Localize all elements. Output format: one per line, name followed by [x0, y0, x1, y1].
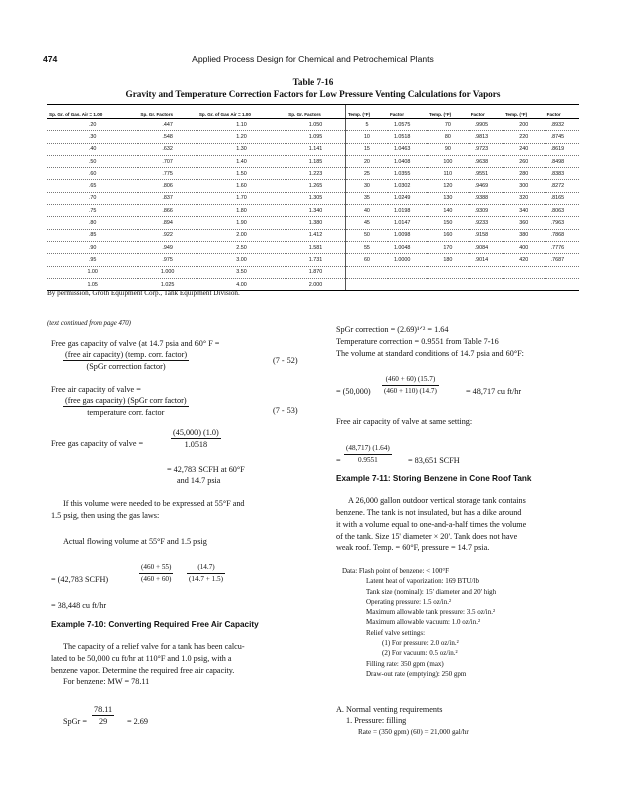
- table-cell: 180: [427, 254, 469, 266]
- table-cell: 1.40: [197, 155, 286, 167]
- table-cell: .9723: [469, 143, 503, 155]
- table-cell: 80: [427, 131, 469, 143]
- table-cell: 2.00: [197, 229, 286, 241]
- table-cell: [469, 278, 503, 290]
- table-header-0: Sp. Gr. of Gas. Air = 1.00: [47, 105, 138, 119]
- free-air-label: Free air capacity of valve at same setting:: [336, 417, 473, 426]
- table-cell: .447: [138, 119, 196, 131]
- eq4-lhs: = (42,783 SCFH): [51, 575, 109, 584]
- para2-line4: For benzene: MW = 78.11: [63, 677, 150, 686]
- table-cell: 1.0518: [388, 131, 427, 143]
- table-cell: 150: [427, 217, 469, 229]
- table-cell: .9813: [469, 131, 503, 143]
- table-cell: 260: [503, 155, 545, 167]
- data-line: Tank size (nominal): 15' diameter and 20' high: [366, 587, 497, 596]
- table-cell: 10: [345, 131, 388, 143]
- eq5-num: (460 + 60) (15.7): [382, 374, 439, 386]
- table-row: [47, 217, 579, 229]
- spgr-num: 78.11: [94, 705, 113, 714]
- data-line: Draw-out rate (emptying): 250 gpm: [366, 669, 467, 678]
- actual-volume-label: Actual flowing volume at 55°F and 1.5 psig: [63, 537, 207, 546]
- table-cell: 2.50: [197, 241, 286, 253]
- table-cell: .9388: [469, 192, 503, 204]
- spgr-correction: SpGr correction = (2.69)¹ᐟ² = 1.64: [336, 325, 449, 334]
- table-cell: 1.0249: [388, 192, 427, 204]
- table-cell: 300: [503, 180, 545, 192]
- table-cell: 1.265: [286, 180, 345, 192]
- table-cell: .9551: [469, 168, 503, 180]
- table-header-1: Sp. Gr. Factors: [138, 105, 196, 119]
- table-cell: 1.141: [286, 143, 345, 155]
- table-header-6: Temp. (°F): [427, 105, 469, 119]
- table-cell: .7868: [545, 229, 579, 241]
- eq5-den: (460 + 110) (14.7): [384, 387, 437, 395]
- table-cell: 1.731: [286, 254, 345, 266]
- page-number: 474: [43, 54, 58, 64]
- table-cell: .80: [47, 217, 138, 229]
- table-cell: 1.050: [286, 119, 345, 131]
- table-cell: 5: [345, 119, 388, 131]
- table-cell: 170: [427, 241, 469, 253]
- eq3-result-2: and 14.7 psia: [177, 476, 221, 485]
- table-cell: [503, 266, 545, 278]
- eq3-numerator: (45,000) (1.0): [173, 428, 219, 437]
- table-header-7: Factor: [469, 105, 503, 119]
- table-cell: 130: [427, 192, 469, 204]
- ex11-line4: of the tank. Size 15' diameter × 20'. Tank does not have: [336, 532, 518, 541]
- table-row: [47, 229, 579, 241]
- table-cell: 1.90: [197, 217, 286, 229]
- table-cell: .85: [47, 229, 138, 241]
- data-line: Latent heat of vaporization: 169 BTU/lb: [366, 577, 479, 586]
- table-cell: 1.870: [286, 266, 345, 278]
- table-cell: .70: [47, 192, 138, 204]
- eq6-den: 0.9551: [357, 456, 378, 464]
- table-cell: [345, 266, 388, 278]
- table-cell: 1.0147: [388, 217, 427, 229]
- para2-line1: The capacity of a relief valve for a tank has been calcu-: [63, 642, 245, 651]
- ex11-line5: weak roof. Temp. = 60°F, pressure = 14.7 psia.: [336, 543, 490, 552]
- table-cell: 3.50: [197, 266, 286, 278]
- table-cell: 1.20: [197, 131, 286, 143]
- table-cell: 1.0408: [388, 155, 427, 167]
- ex11-line2: benzene. The tank is not insulated, but has a dike around: [336, 508, 522, 517]
- table-cell: [427, 266, 469, 278]
- table-cell: 1.380: [286, 217, 345, 229]
- table-cell: .8745: [545, 131, 579, 143]
- table-row: [47, 192, 579, 204]
- table-number: Table 7-16: [292, 77, 334, 87]
- table-cell: .922: [138, 229, 196, 241]
- table-cell: .8272: [545, 180, 579, 192]
- table-cell: [469, 266, 503, 278]
- table-cell: .9233: [469, 217, 503, 229]
- table-cell: .60: [47, 168, 138, 180]
- eq4-den1: (460 + 60): [141, 575, 172, 583]
- eq2-numerator: (free gas capacity) (SpGr corr factor): [65, 396, 187, 405]
- table-cell: [427, 278, 469, 290]
- table-cell: .8619: [545, 143, 579, 155]
- table-cell: .8063: [545, 205, 579, 217]
- table-cell: .8932: [545, 119, 579, 131]
- table-cell: .837: [138, 192, 196, 204]
- table-cell: 60: [345, 254, 388, 266]
- table-cell: 400: [503, 241, 545, 253]
- table-cell: 4.00: [197, 278, 286, 290]
- permission-note: By permission, Groth Equipment Corp., Tank Equipment Division.: [47, 289, 240, 297]
- table-cell: .90: [47, 241, 138, 253]
- table-cell: 1.80: [197, 205, 286, 217]
- table-cell: 1.0463: [388, 143, 427, 155]
- eq3-fraction: [171, 427, 221, 450]
- table-cell: 1.095: [286, 131, 345, 143]
- eq5-result: = 48,717 cu ft/hr: [466, 387, 522, 396]
- spgr-fraction: [92, 704, 114, 727]
- table-cell: .7963: [545, 217, 579, 229]
- eq5-fraction: [382, 374, 439, 397]
- table-row: [47, 254, 579, 266]
- table-cell: 35: [345, 192, 388, 204]
- data-line: Operating pressure: 1.5 oz/in.²: [366, 597, 452, 606]
- temp-correction: Temperature correction = 0.9551 from Table 7-16: [336, 337, 499, 346]
- table-cell: 55: [345, 241, 388, 253]
- table-cell: 1.05: [47, 278, 138, 290]
- table-cell: 320: [503, 192, 545, 204]
- eq6-fraction: [344, 443, 392, 466]
- eq3-denominator: 1.0518: [184, 440, 208, 449]
- ex11-line3: it with a volume equal to one-and-a-half times the volume: [336, 520, 527, 529]
- table-cell: 360: [503, 217, 545, 229]
- table-cell: 120: [427, 180, 469, 192]
- table-cell: 1.0575: [388, 119, 427, 131]
- eq4-fraction-2: [187, 562, 225, 585]
- eq2-denominator: temperature corr. factor: [87, 408, 165, 417]
- table-cell: 240: [503, 143, 545, 155]
- table-cell: .707: [138, 155, 196, 167]
- table-cell: 100: [427, 155, 469, 167]
- table-cell: .548: [138, 131, 196, 143]
- table-cell: .894: [138, 217, 196, 229]
- table-cell: .65: [47, 180, 138, 192]
- table-cell: 1.025: [138, 278, 196, 290]
- table-cell: 70: [427, 119, 469, 131]
- table-cell: 15: [345, 143, 388, 155]
- table-cell: .866: [138, 205, 196, 217]
- ex11-line1: A 26,000 gallon outdoor vertical storage tank contains: [348, 496, 526, 505]
- table-row: [47, 241, 579, 253]
- para1-line1: If this volume were needed to be expressed at 55°F and: [63, 499, 245, 508]
- eq1-denominator: (SpGr correction factor): [86, 362, 166, 371]
- table-row: [47, 143, 579, 155]
- table-cell: 1.10: [197, 119, 286, 131]
- para1-line2: 1.5 psig, then using the gas laws:: [51, 511, 160, 520]
- table-cell: .9638: [469, 155, 503, 167]
- eq6-equals: =: [336, 456, 341, 465]
- table-cell: .806: [138, 180, 196, 192]
- table-cell: 1.412: [286, 229, 345, 241]
- table-cell: 1.30: [197, 143, 286, 155]
- table-cell: 1.60: [197, 180, 286, 192]
- table-cell: .40: [47, 143, 138, 155]
- spgr-result: = 2.69: [127, 717, 148, 726]
- spgr-den: 29: [98, 717, 108, 726]
- para2-line2: lated to be 50,000 cu ft/hr at 110°F and 1.0 psig, with a: [51, 654, 232, 663]
- table-cell: 1.000: [138, 266, 196, 278]
- eq2-number: (7 - 53): [273, 406, 298, 415]
- table-row: [47, 266, 579, 278]
- table-cell: 25: [345, 168, 388, 180]
- table-cell: 1.0098: [388, 229, 427, 241]
- table-header-9: Factor: [545, 105, 579, 119]
- table-cell: .9469: [469, 180, 503, 192]
- table-cell: .8383: [545, 168, 579, 180]
- table-cell: .30: [47, 131, 138, 143]
- para2-line3: benzene vapor. Determine the required free air capacity.: [51, 666, 235, 675]
- table-cell: 3.00: [197, 254, 286, 266]
- table-cell: .7776: [545, 241, 579, 253]
- eq5-lhs: = (50,000): [336, 387, 371, 396]
- pressure-filling: 1. Pressure: filling: [346, 716, 407, 725]
- table-row: [47, 131, 579, 143]
- eq4-fraction-1: [139, 562, 173, 585]
- eq1-numerator: (free air capacity) (temp. corr. factor): [65, 350, 188, 359]
- data-block: [342, 566, 496, 679]
- table-cell: 1.0355: [388, 168, 427, 180]
- table-cell: .9309: [469, 205, 503, 217]
- table-row: [47, 168, 579, 180]
- data-line: (1) For pressure: 2.0 oz/in.²: [382, 639, 459, 648]
- table-cell: 160: [427, 229, 469, 241]
- table-cell: 340: [503, 205, 545, 217]
- table-row: [47, 205, 579, 217]
- table-row: [47, 155, 579, 167]
- eq3-result: = 42,783 SCFH at 60°F: [167, 465, 245, 474]
- table-cell: .50: [47, 155, 138, 167]
- table-cell: .975: [138, 254, 196, 266]
- table-cell: .9905: [469, 119, 503, 131]
- table-cell: 40: [345, 205, 388, 217]
- table-cell: .95: [47, 254, 138, 266]
- table-cell: 1.00: [47, 266, 138, 278]
- table-cell: 2.000: [286, 278, 345, 290]
- table-cell: [345, 278, 388, 290]
- normal-venting: A. Normal venting requirements: [336, 705, 443, 714]
- eq4-num2: (14.7): [187, 562, 225, 574]
- table-cell: 90: [427, 143, 469, 155]
- table-cell: 1.0198: [388, 205, 427, 217]
- eq4-num1: (460 + 55): [139, 562, 173, 574]
- table-cell: [388, 278, 427, 290]
- table-cell: [545, 266, 579, 278]
- eq1-number: (7 - 52): [273, 356, 298, 365]
- eq2-lhs: Free air capacity of valve =: [51, 385, 141, 394]
- table-header-3: Sp. Gr. Factors: [286, 105, 345, 119]
- eq4-result: = 38,448 cu ft/hr: [51, 601, 107, 610]
- table-cell: [388, 266, 427, 278]
- table-caption: [43, 76, 583, 100]
- filling-rate-calc: Rate = (350 gpm) (60) = 21,000 gal/hr: [358, 728, 469, 736]
- table-cell: 30: [345, 180, 388, 192]
- eq3-lhs: Free gas capacity of valve =: [51, 439, 144, 448]
- table-cell: .7687: [545, 254, 579, 266]
- data-line: Data: Flash point of benzene: < 100°F: [342, 567, 450, 575]
- table-cell: 1.0048: [388, 241, 427, 253]
- table-cell: 1.340: [286, 205, 345, 217]
- table-header-2: Sp. Gr. of Gas Air = 1.00: [197, 105, 286, 119]
- table-cell: [545, 278, 579, 290]
- equation-7-52: [63, 349, 189, 372]
- table-cell: .9014: [469, 254, 503, 266]
- table-cell: 1.185: [286, 155, 345, 167]
- table-cell: 45: [345, 217, 388, 229]
- table-cell: .632: [138, 143, 196, 155]
- table-cell: 1.223: [286, 168, 345, 180]
- table-cell: 20: [345, 155, 388, 167]
- example-7-11-title: Example 7-11: Storing Benzene in Cone Roof Tank: [336, 474, 532, 483]
- spgr-lhs: SpGr =: [63, 717, 87, 726]
- table-cell: 380: [503, 229, 545, 241]
- running-title: Applied Process Design for Chemical and Petrochemical Plants: [192, 54, 434, 64]
- table-cell: 1.50: [197, 168, 286, 180]
- table-cell: 1.581: [286, 241, 345, 253]
- eq1-lhs: Free gas capacity of valve (at 14.7 psia and 60° F =: [51, 339, 220, 348]
- standard-conditions: The volume at standard conditions of 14.7 psia and 60°F:: [336, 349, 524, 358]
- table-cell: .9158: [469, 229, 503, 241]
- table-title: Gravity and Temperature Correction Factors for Low Pressure Venting Calculations for Vapors: [125, 89, 501, 99]
- table-cell: .949: [138, 241, 196, 253]
- example-7-10-title: Example 7-10: Converting Required Free Air Capacity: [51, 620, 259, 629]
- table-cell: .775: [138, 168, 196, 180]
- table-cell: .9084: [469, 241, 503, 253]
- table-header-5: Factor: [388, 105, 427, 119]
- data-line: (2) For vacuum: 0.5 oz/in.²: [382, 649, 458, 658]
- table-cell: 1.70: [197, 192, 286, 204]
- table-header-8: Temp. (°F): [503, 105, 545, 119]
- table-row: [47, 180, 579, 192]
- eq4-den2: (14.7 + 1.5): [189, 575, 223, 583]
- data-line: Maximum allowable vacuum: 1.0 oz/in.²: [366, 618, 481, 627]
- eq6-num: (48,717) (1.64): [344, 443, 392, 455]
- table-cell: 1.305: [286, 192, 345, 204]
- table-cell: 1.0302: [388, 180, 427, 192]
- table-cell: .75: [47, 205, 138, 217]
- table-cell: 280: [503, 168, 545, 180]
- table-cell: .8165: [545, 192, 579, 204]
- table-header-4: Temp. (°F): [345, 105, 388, 119]
- table-cell: 140: [427, 205, 469, 217]
- table-cell: 110: [427, 168, 469, 180]
- continued-note: (text continued from page 470): [47, 320, 131, 327]
- data-line: Maximum allowable tank pressure: 3.5 oz/in.²: [366, 608, 496, 617]
- table-cell: .20: [47, 119, 138, 131]
- data-line: Filling rate: 350 gpm (max): [366, 659, 444, 668]
- table-cell: 1.0000: [388, 254, 427, 266]
- table-cell: [503, 278, 545, 290]
- data-line: Relief valve settings:: [366, 628, 426, 637]
- table-row: [47, 119, 579, 131]
- table-cell: 50: [345, 229, 388, 241]
- table-cell: 420: [503, 254, 545, 266]
- equation-7-53: [63, 395, 189, 418]
- table-cell: 220: [503, 131, 545, 143]
- correction-factor-table: [47, 104, 579, 291]
- table-cell: .8498: [545, 155, 579, 167]
- table-cell: 200: [503, 119, 545, 131]
- eq6-result: = 83,651 SCFH: [408, 456, 460, 465]
